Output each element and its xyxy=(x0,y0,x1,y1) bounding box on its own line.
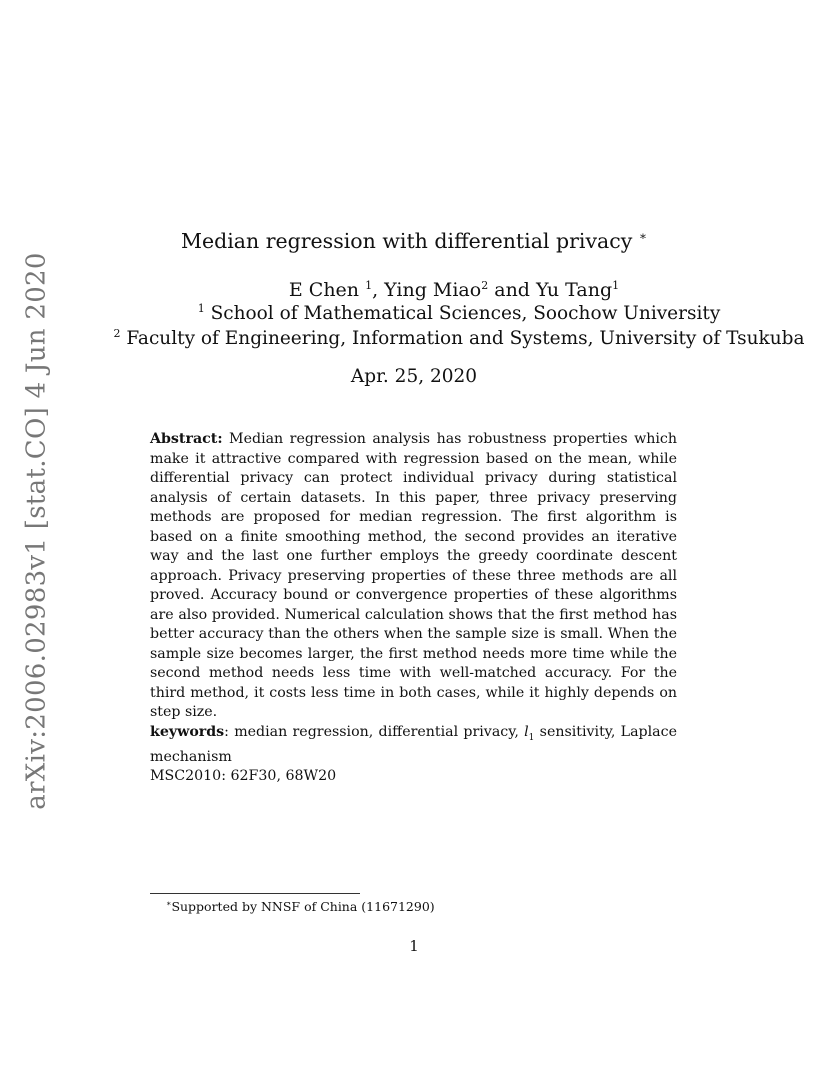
author-3: and Yu Tang xyxy=(488,279,613,301)
keywords-label: keywords xyxy=(150,723,225,740)
affiliation-2-mark: 2 xyxy=(113,327,121,340)
abstract-paragraph xyxy=(150,430,677,723)
footnote-mark: ∗ xyxy=(166,899,172,908)
arxiv-identifier: arXiv:2006.02983v1 [stat.CO] 4 Jun 2020 xyxy=(22,252,52,810)
footnote-rule xyxy=(150,893,360,894)
abstract-block xyxy=(150,430,677,787)
footnote-text: Supported by NNSF of China (11671290) xyxy=(171,899,435,914)
affiliation-1-mark: 1 xyxy=(197,302,205,315)
title-text: Median regression with differential privacy xyxy=(180,229,633,253)
keywords-paragraph xyxy=(150,723,677,768)
author-3-affil: 1 xyxy=(612,279,620,292)
keyword-l-sub: 1 xyxy=(528,732,535,743)
author-2-affil: 2 xyxy=(481,279,489,292)
abstract-text: Median regression analysis has robustness properties which make it attractive compared with regression based on the mean, while differential privacy can protect individual privacy during statistical analysis of certain datasets. In this paper, three privacy preserving methods are proposed for median regression. The first algorithm is based on a finite smoothing method, the second provides an iterative way and the last one further employs the greedy coordinate descent approach. Privacy preserving properties of these three methods are all proved. Accuracy bound or convergence properties of these algorithms are also provided. Numerical calculation shows that the first method has better accuracy than the others when the sample size is small. When the sample size becomes larger, the first method needs more time while the second method needs less time with well-matched accuracy. For the third method, it costs less time in both cases, while it highly depends on step size. xyxy=(150,431,677,720)
author-list xyxy=(0,279,828,301)
affiliation-2 xyxy=(0,327,828,349)
page-number: 1 xyxy=(409,937,419,955)
footnote xyxy=(166,899,435,914)
title-footnote-mark: ∗ xyxy=(638,229,648,243)
author-2: , Ying Miao xyxy=(372,279,482,301)
paper-title xyxy=(0,229,828,253)
keywords-post: sensitivity, Laplace mechanism xyxy=(150,723,677,765)
paper-date: Apr. 25, 2020 xyxy=(350,366,478,387)
affiliation-1-text: School of Mathematical Sciences, Soochow University xyxy=(204,303,721,324)
affiliation-1 xyxy=(0,302,828,324)
author-1-affil: 1 xyxy=(365,279,373,292)
keyword-l: l xyxy=(524,723,529,740)
affiliation-2-text: Faculty of Engineering, Information and Systems, University of Tsukuba xyxy=(120,328,805,349)
msc-line: MSC2010: 62F30, 68W20 xyxy=(150,768,337,785)
keywords-pre: : median regression, differential privacy, xyxy=(224,723,525,740)
author-1: E Chen xyxy=(288,279,366,301)
abstract-label: Abstract: xyxy=(150,431,223,447)
